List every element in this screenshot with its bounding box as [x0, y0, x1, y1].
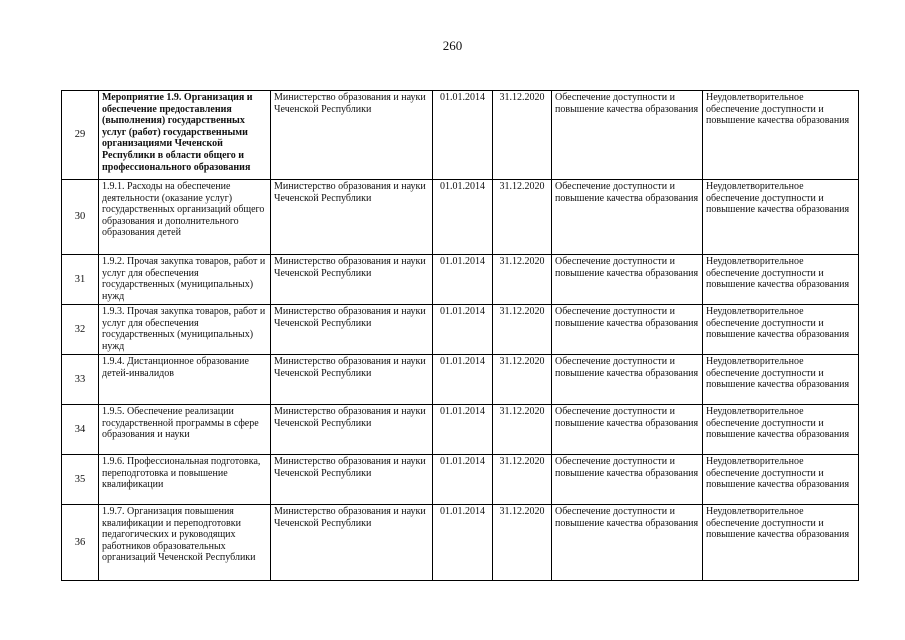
result-cell: Обеспечение доступности и повышение качества образования — [552, 91, 703, 180]
start-date-cell: 01.01.2014 — [433, 355, 493, 405]
table-row — [62, 180, 859, 255]
start-date-cell: 01.01.2014 — [433, 180, 493, 255]
result-cell: Обеспечение доступности и повышение качества образования — [552, 405, 703, 455]
result-cell: Обеспечение доступности и повышение качества образования — [552, 505, 703, 581]
measure-cell: Мероприятие 1.9. Организация и обеспечение предоставления (выполнения) государственных услуг (работ) государственными организациями Чеченской Республики в области общего и профессионального образования — [99, 91, 271, 180]
result-cell: Обеспечение доступности и повышение качества образования — [552, 305, 703, 355]
start-date-cell: 01.01.2014 — [433, 405, 493, 455]
table-row — [62, 505, 859, 581]
row-number-cell: 35 — [62, 455, 99, 505]
table-row — [62, 355, 859, 405]
table-row — [62, 91, 859, 180]
measure-cell: 1.9.1. Расходы на обеспечение деятельности (оказание услуг) государственных организаций общего образования и дополнительного образования детей — [99, 180, 271, 255]
measure-cell: 1.9.3. Прочая закупка товаров, работ и услуг для обеспечения государственных (муниципальных) нужд — [99, 305, 271, 355]
executor-cell: Министерство образования и науки Чеченской Республики — [271, 405, 433, 455]
consequence-cell: Неудовлетворительное обеспечение доступности и повышение качества образования — [703, 180, 859, 255]
result-cell: Обеспечение доступности и повышение качества образования — [552, 255, 703, 305]
end-date-cell: 31.12.2020 — [493, 355, 552, 405]
result-cell: Обеспечение доступности и повышение качества образования — [552, 455, 703, 505]
end-date-cell: 31.12.2020 — [493, 180, 552, 255]
end-date-cell: 31.12.2020 — [493, 305, 552, 355]
table-row — [62, 405, 859, 455]
table-row — [62, 455, 859, 505]
consequence-cell: Неудовлетворительное обеспечение доступности и повышение качества образования — [703, 305, 859, 355]
row-number-cell: 34 — [62, 405, 99, 455]
end-date-cell: 31.12.2020 — [493, 405, 552, 455]
end-date-cell: 31.12.2020 — [493, 255, 552, 305]
table-row — [62, 305, 859, 355]
executor-cell: Министерство образования и науки Чеченской Республики — [271, 355, 433, 405]
table-row — [62, 255, 859, 305]
consequence-cell: Неудовлетворительное обеспечение доступности и повышение качества образования — [703, 255, 859, 305]
executor-cell: Министерство образования и науки Чеченской Республики — [271, 505, 433, 581]
executor-cell: Министерство образования и науки Чеченской Республики — [271, 455, 433, 505]
end-date-cell: 31.12.2020 — [493, 455, 552, 505]
measure-cell: 1.9.5. Обеспечение реализации государственной программы в сфере образования и науки — [99, 405, 271, 455]
row-number-cell: 31 — [62, 255, 99, 305]
executor-cell: Министерство образования и науки Чеченской Республики — [271, 91, 433, 180]
end-date-cell: 31.12.2020 — [493, 505, 552, 581]
consequence-cell: Неудовлетворительное обеспечение доступности и повышение качества образования — [703, 91, 859, 180]
result-cell: Обеспечение доступности и повышение качества образования — [552, 355, 703, 405]
result-cell: Обеспечение доступности и повышение качества образования — [552, 180, 703, 255]
measure-cell: 1.9.4. Дистанционное образование детей-инвалидов — [99, 355, 271, 405]
consequence-cell: Неудовлетворительное обеспечение доступности и повышение качества образования — [703, 455, 859, 505]
executor-cell: Министерство образования и науки Чеченской Республики — [271, 255, 433, 305]
start-date-cell: 01.01.2014 — [433, 455, 493, 505]
page-number: 260 — [442, 38, 463, 53]
measure-cell: 1.9.7. Организация повышения квалификации и переподготовки педагогических и руководящих работников образовательных организаций Чеченской Республики — [99, 505, 271, 581]
consequence-cell: Неудовлетворительное обеспечение доступности и повышение качества образования — [703, 405, 859, 455]
row-number-cell: 30 — [62, 180, 99, 255]
consequence-cell: Неудовлетворительное обеспечение доступности и повышение качества образования — [703, 505, 859, 581]
start-date-cell: 01.01.2014 — [433, 505, 493, 581]
row-number-cell: 36 — [62, 505, 99, 581]
consequence-cell: Неудовлетворительное обеспечение доступности и повышение качества образования — [703, 355, 859, 405]
executor-cell: Министерство образования и науки Чеченской Республики — [271, 180, 433, 255]
row-number-cell: 32 — [62, 305, 99, 355]
row-number-cell: 29 — [62, 91, 99, 180]
start-date-cell: 01.01.2014 — [433, 91, 493, 180]
measures-table — [61, 90, 859, 581]
end-date-cell: 31.12.2020 — [493, 91, 552, 180]
executor-cell: Министерство образования и науки Чеченской Республики — [271, 305, 433, 355]
start-date-cell: 01.01.2014 — [433, 255, 493, 305]
measure-cell: 1.9.2. Прочая закупка товаров, работ и услуг для обеспечения государственных (муниципальных) нужд — [99, 255, 271, 305]
measure-cell: 1.9.6. Профессиональная подготовка, переподготовка и повышение квалификации — [99, 455, 271, 505]
start-date-cell: 01.01.2014 — [433, 305, 493, 355]
row-number-cell: 33 — [62, 355, 99, 405]
